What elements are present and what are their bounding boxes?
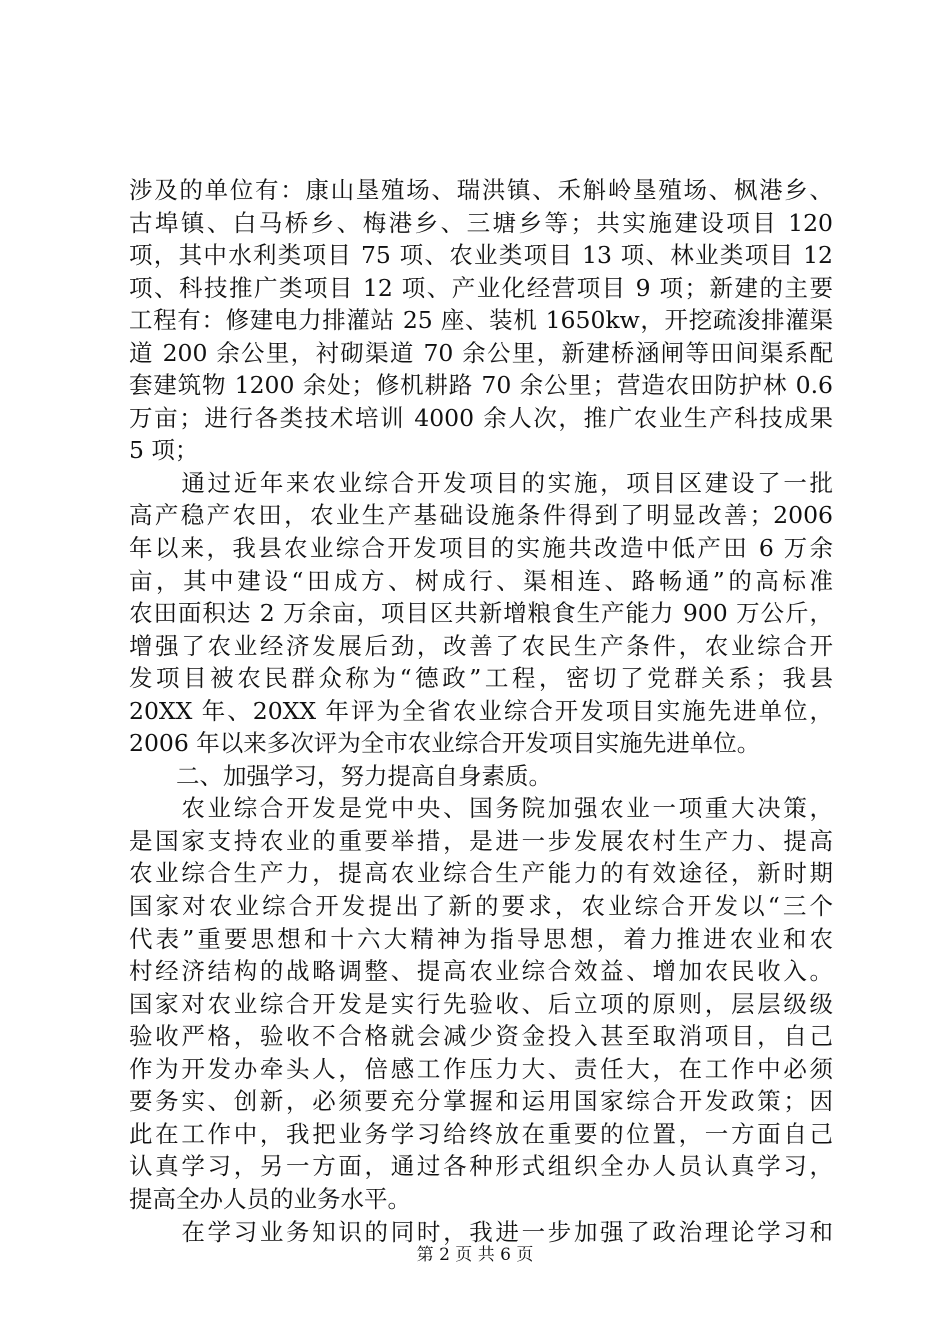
text-line: 亩，其中建设“田成方、树成行、渠相连、路畅通”的高标准 — [129, 566, 833, 595]
text-line: 在学习业务知识的同时，我进一步加强了政治理论学习和 — [129, 1217, 833, 1246]
text-line: 道 200 余公里，衬砌渠道 70 余公里，新建桥涵闸等田间渠系配 — [129, 338, 833, 367]
text-line: 此在工作中，我把业务学习给终放在重要的位置，一方面自己 — [129, 1119, 833, 1148]
text-line: 20XX 年、20XX 年评为全省农业综合开发项目实施先进单位， — [129, 696, 833, 725]
text-line: 农田面积达 2 万余亩，项目区共新增粮食生产能力 900 万公斤， — [129, 599, 833, 628]
document-body — [129, 174, 833, 1248]
text-line: 工程有：修建电力排灌站 25 座、装机 1650kw，开挖疏浚排灌渠 — [129, 306, 833, 335]
text-line: 年以来，我县农业综合开发项目的实施共改造中低产田 6 万余 — [129, 534, 833, 563]
text-line: 项、科技推广类项目 12 项、产业化经营项目 9 项；新建的主要 — [129, 273, 833, 302]
text-line: 国家对农业综合开发是实行先验收、后立项的原则，层层级级 — [129, 989, 833, 1018]
text-line: 万亩；进行各类技术培训 4000 余人次，推广农业生产科技成果 — [129, 403, 833, 432]
text-line: 要务实、创新，必须要充分掌握和运用国家综合开发政策；因 — [129, 1087, 833, 1116]
text-line: 发项目被农民群众称为“德政”工程，密切了党群关系；我县 — [129, 664, 833, 693]
text-line: 高产稳产农田，农业生产基础设施条件得到了明显改善；2006 — [129, 501, 833, 530]
text-line: 代表”重要思想和十六大精神为指导思想，着力推进农业和农 — [129, 924, 833, 953]
text-line: 验收严格，验收不合格就会减少资金投入甚至取消项目，自己 — [129, 1022, 833, 1051]
text-line: 二、加强学习，努力提高自身素质。 — [129, 761, 552, 790]
text-line: 认真学习，另一方面，通过各种形式组织全办人员认真学习， — [129, 1152, 833, 1181]
text-line: 套建筑物 1200 余处；修机耕路 70 余公里；营造农田防护林 0.6 — [129, 371, 833, 400]
text-line: 是国家支持农业的重要举措，是进一步发展农村生产力、提高 — [129, 826, 833, 855]
text-line: 农业综合开发是党中央、国务院加强农业一项重大决策， — [129, 794, 833, 823]
text-line: 国家对农业综合开发提出了新的要求，农业综合开发以“三个 — [129, 892, 833, 921]
text-line: 2006 年以来多次评为全市农业综合开发项目实施先进单位。 — [129, 729, 761, 758]
page-footer: 第 2 页 共 6 页 — [416, 1245, 534, 1265]
text-line: 涉及的单位有：康山垦殖场、瑞洪镇、禾斛岭垦殖场、枫港乡、 — [129, 176, 833, 204]
text-line: 5 项； — [129, 436, 199, 465]
text-line: 村经济结构的战略调整、提高农业综合效益、增加农民收入。 — [129, 957, 833, 986]
text-line: 作为开发办牵头人，倍感工作压力大、责任大，在工作中必须 — [129, 1054, 833, 1083]
text-line: 通过近年来农业综合开发项目的实施，项目区建设了一批 — [129, 468, 833, 497]
text-line: 项，其中水利类项目 75 项、农业类项目 13 项、林业类项目 12 — [129, 241, 833, 270]
text-line: 古埠镇、白马桥乡、梅港乡、三塘乡等；共实施建设项目 120 — [129, 208, 833, 237]
text-line: 农业综合生产力，提高农业综合生产能力的有效途径，新时期 — [129, 859, 833, 888]
text-line: 增强了农业经济发展后劲，改善了农民生产条件，农业综合开 — [129, 631, 833, 660]
text-line: 提高全办人员的业务水平。 — [129, 1184, 411, 1213]
